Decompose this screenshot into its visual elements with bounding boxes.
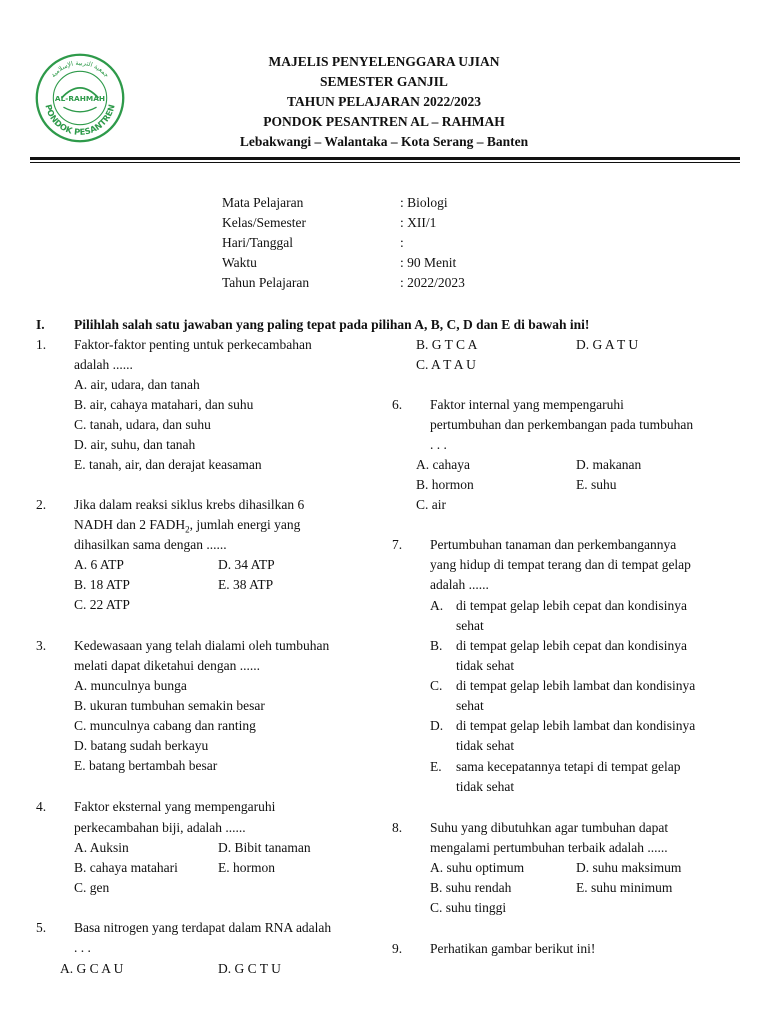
question-8-option-e: E. suhu minimum [576, 880, 673, 895]
question-5-option-d: D. G C T U [218, 961, 281, 976]
question-7-text: Pertumbuhan tanaman dan perkembangannya [430, 537, 677, 552]
question-2-number: 2. [36, 497, 47, 512]
question-6-text-3: . . . [430, 437, 447, 452]
question-3-option-e: E. batang bertambah besar [74, 758, 218, 773]
info-label-year: Tahun Pelajaran [222, 275, 310, 290]
header-rule-thick [30, 157, 740, 160]
question-3-text-2: melati dapat diketahui dengan ...... [74, 658, 260, 673]
question-1-option-a: A. air, udara, dan tanah [74, 377, 200, 392]
question-7-option-e-letter: E. [430, 759, 442, 774]
question-5-text: Basa nitrogen yang terdapat dalam RNA adalah [74, 920, 332, 935]
question-7-option-d-letter: D. [430, 718, 444, 733]
question-5-number: 5. [36, 920, 47, 935]
header-line-3: TAHUN PELAJARAN 2022/2023 [286, 94, 481, 109]
question-3-option-b: B. ukuran tumbuhan semakin besar [74, 698, 265, 713]
question-8-option-c: C. suhu tinggi [430, 900, 507, 915]
question-7-option-a: di tempat gelap lebih cepat dan kondisinya [456, 598, 687, 613]
question-9-number: 9. [392, 941, 403, 956]
question-8-option-d: D. suhu maksimum [576, 860, 682, 875]
question-8-option-a: A. suhu optimum [430, 860, 525, 875]
question-4-text: Faktor eksternal yang mempengaruhi [74, 799, 276, 814]
question-7-option-d: di tempat gelap lebih lambat dan kondisinya [456, 718, 696, 733]
question-7-text-2: yang hidup di tempat terang dan di tempat gelap [430, 557, 691, 572]
question-7-option-b: di tempat gelap lebih cepat dan kondisinya [456, 638, 687, 653]
question-9-text: Perhatikan gambar berikut ini! [430, 941, 596, 956]
info-value-time: : 90 Menit [400, 255, 457, 270]
question-7-option-a-letter: A. [430, 598, 444, 613]
question-7-option-e: sama kecepatannya tetapi di tempat gelap [456, 759, 681, 774]
question-1-option-c: C. tanah, udara, dan suhu [74, 417, 211, 432]
info-label-date: Hari/Tanggal [222, 235, 294, 250]
question-1-text-2: adalah ...... [74, 357, 133, 372]
instruction-number: I. [36, 317, 45, 332]
question-4-option-a: A. Auksin [74, 840, 129, 855]
question-3-option-d: D. batang sudah berkayu [74, 738, 209, 753]
question-8-text: Suhu yang dibutuhkan agar tumbuhan dapat [430, 820, 669, 835]
question-3-text: Kedewasaan yang telah dialami oleh tumbuhan [74, 638, 330, 653]
info-value-date: : [400, 235, 404, 250]
question-8-option-b: B. suhu rendah [430, 880, 512, 895]
header-line-1: MAJELIS PENYELENGGARA UJIAN [268, 54, 500, 69]
question-4-number: 4. [36, 799, 47, 814]
question-7-option-d-2: tidak sehat [456, 738, 515, 753]
question-3-number: 3. [36, 638, 47, 653]
question-6-option-c: C. air [416, 497, 446, 512]
question-5-text-2: . . . [74, 940, 91, 955]
info-label-subject: Mata Pelajaran [222, 195, 304, 210]
question-7-option-e-2: tidak sehat [456, 779, 515, 794]
question-4-text-2: perkecambahan biji, adalah ...... [74, 820, 246, 835]
question-1-number: 1. [36, 337, 47, 352]
question-8-text-2: mengalami pertumbuhan terbaik adalah ...... [430, 840, 668, 855]
question-6-number: 6. [392, 397, 403, 412]
info-label-time: Waktu [222, 255, 257, 270]
info-value-subject: : Biologi [400, 195, 448, 210]
question-3-option-c: C. munculnya cabang dan ranting [74, 718, 256, 733]
header-line-5: Lebakwangi – Walantaka – Kota Serang – Banten [239, 134, 529, 149]
question-5-option-a: A. G C A U [60, 961, 124, 976]
question-2-option-b: B. 18 ATP [74, 577, 130, 592]
info-value-year: : 2022/2023 [400, 275, 465, 290]
info-value-class: : XII/1 [400, 215, 437, 230]
header-line-2: SEMESTER GANJIL [320, 74, 448, 89]
question-4-option-e: E. hormon [218, 860, 275, 875]
question-7-option-c-letter: C. [430, 678, 443, 693]
question-2-option-a: A. 6 ATP [74, 557, 124, 572]
question-5-option-d2: D. G A T U [576, 337, 639, 352]
logo-top-text: جمعية التربية الإسلامية [49, 58, 111, 80]
question-6-text-2: pertumbuhan dan perkembangan pada tumbuhan [430, 417, 694, 432]
question-4-option-b: B. cahaya matahari [74, 860, 178, 875]
question-7-option-b-2: tidak sehat [456, 658, 515, 673]
question-4-option-c: C. gen [74, 880, 110, 895]
question-2-text: Jika dalam reaksi siklus krebs dihasilkan 6 [74, 497, 305, 512]
question-6-option-e: E. suhu [576, 477, 617, 492]
question-7-option-c-2: sehat [456, 698, 484, 713]
question-6-text: Faktor internal yang mempengaruhi [430, 397, 624, 412]
question-2-option-c: C. 22 ATP [74, 597, 130, 612]
question-1-option-d: D. air, suhu, dan tanah [74, 437, 196, 452]
logo-bottom-text: PONDOK PESANTREN [43, 103, 117, 137]
question-1-option-e: E. tanah, air, dan derajat keasaman [74, 457, 262, 472]
question-8-number: 8. [392, 820, 403, 835]
question-5-option-c: C. A T A U [416, 357, 476, 372]
info-label-class: Kelas/Semester [222, 215, 306, 230]
question-6-option-b: B. hormon [416, 477, 474, 492]
question-5-option-b: B. G T C A [416, 337, 478, 352]
question-2-option-d: D. 34 ATP [218, 557, 275, 572]
question-7-text-3: adalah ...... [430, 577, 489, 592]
logo-middle-text: AL-RAHMAH [54, 93, 106, 103]
question-2-option-e: E. 38 ATP [218, 577, 274, 592]
question-6-option-a: A. cahaya [416, 457, 470, 472]
question-2-text-2: NADH dan 2 $FADH_2$, jumlah energi yang [74, 517, 301, 535]
question-3-option-a: A. munculnya bunga [74, 678, 187, 693]
question-7-number: 7. [392, 537, 403, 552]
question-7-option-c: di tempat gelap lebih lambat dan kondisinya [456, 678, 696, 693]
question-6-option-d: D. makanan [576, 457, 642, 472]
header-rule-thin [30, 162, 740, 163]
header-line-4: PONDOK PESANTREN AL – RAHMAH [263, 114, 505, 129]
question-4-option-d: D. Bibit tanaman [218, 840, 311, 855]
question-1-option-b: B. air, cahaya matahari, dan suhu [74, 397, 254, 412]
question-2-text-3: dihasilkan sama dengan ...... [74, 537, 227, 552]
question-7-option-a-2: sehat [456, 618, 484, 633]
question-7-option-b-letter: B. [430, 638, 443, 653]
instruction-text: Pilihlah salah satu jawaban yang paling tepat pada pilihan A, B, C, D dan E di bawah ini! [74, 317, 590, 332]
question-1-text: Faktor-faktor penting untuk perkecambahan [74, 337, 312, 352]
